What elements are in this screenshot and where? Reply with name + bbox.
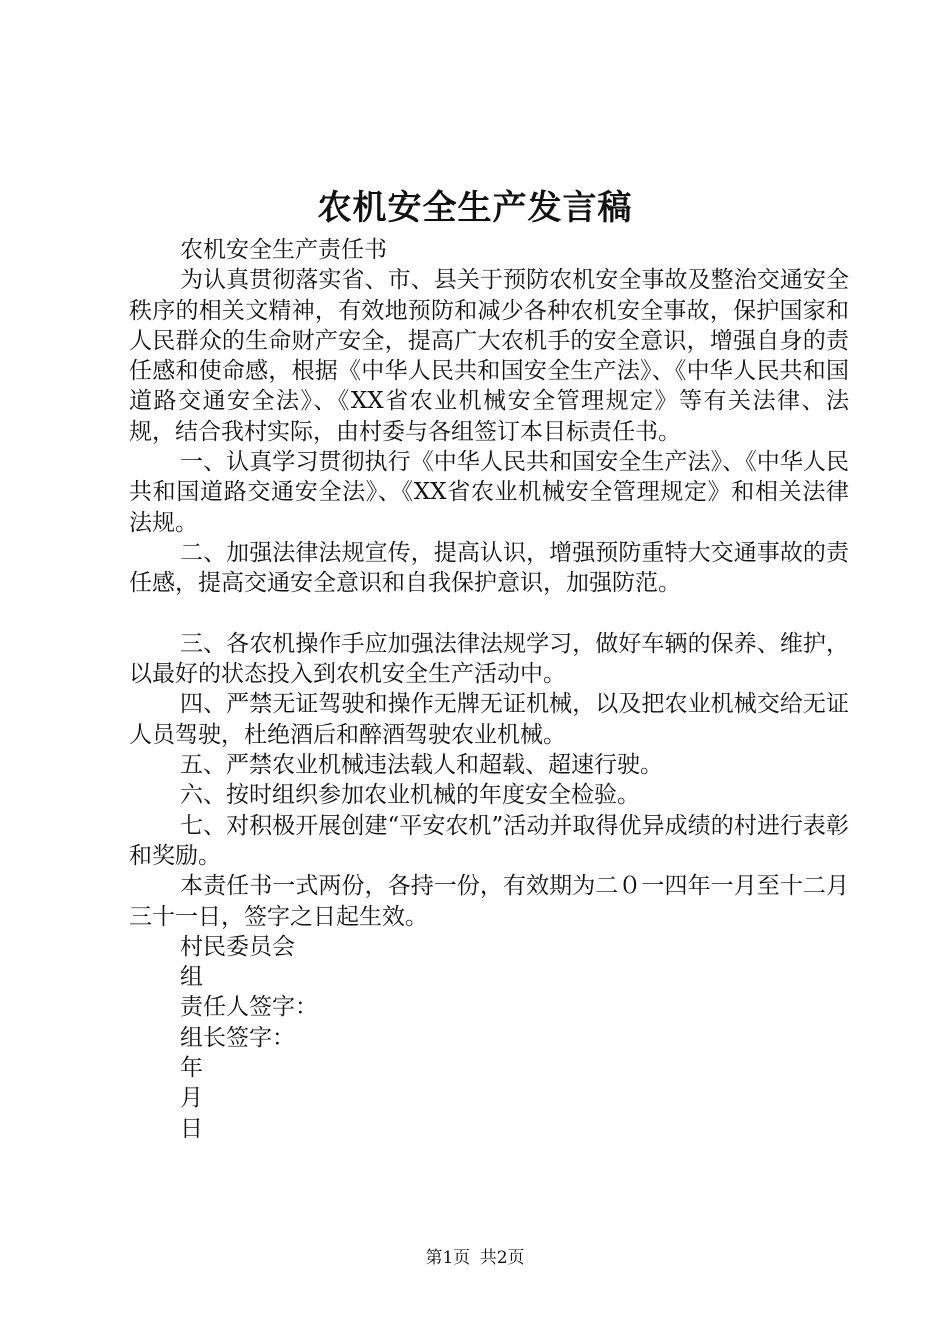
page-footer [0,1246,950,1270]
paragraph-item-7: 七、对积极开展创建“平安农机”活动并取得优异成绩的村进行表彰和奖励。 [129,812,849,869]
signature-responsible-person: 责任人签字： [180,994,318,1021]
paragraph-item-3: 三、各农机操作手应加强法律法规学习，做好车辆的保养、维护，以最好的状态投入到农机安全生产活动中。 [129,630,849,688]
signature-committee: 村民委员会 [180,933,295,960]
date-month: 月 [180,1085,203,1112]
page-total: 共2页 [479,1248,525,1268]
paragraph-blank [129,599,849,629]
paragraph-item-4: 四、严禁无证驾驶和操作无牌无证机械，以及把农业机械交给无证人员驾驶，杜绝酒后和醉酒驾驶农业机械。 [129,691,849,748]
date-year: 年 [180,1055,203,1082]
paragraph-intro: 为认真贯彻落实省、市、县关于预防农机安全事故及整治交通安全秩序的相关文精神，有效地预防和减少各种农机安全事故，保护国家和人民群众的生命财产安全，提高广大农机手的安全意识，增强自身的责任感和使命感，根据《中华人民共和国安全生产法》、《中华人民共和国道路交通安全法》、《XX省农业机械安全管理规定》等有关法律、法规，结合我村实际，由村委与各组签订本目标责任书。 [129,267,849,445]
paragraph-item-2: 二、加强法律法规宣传，提高认识，增强预防重特大交通事故的责任感，提高交通安全意识和自我保护意识，加强防范。 [129,539,849,597]
page-number: 第1页 [425,1248,471,1268]
paragraph-validity: 本责任书一式两份，各持一份，有效期为二０一四年一月至十二月三十一日，签字之日起生效。 [129,873,849,930]
document-title: 农机安全生产发言稿 [317,188,633,228]
paragraph-heading: 农机安全生产责任书 [180,237,387,263]
signature-group-leader: 组长签字： [180,1024,295,1051]
document-body [129,235,849,1144]
paragraph-item-6: 六、按时组织参加农业机械的年度安全检验。 [180,782,640,809]
paragraph-item-1: 一、认真学习贯彻执行《中华人民共和国安全生产法》、《中华人民共和国道路交通安全法》、《XX省农业机械安全管理规定》和相关法律法规。 [129,449,849,536]
signature-group: 组 [180,964,203,991]
paragraph-item-5: 五、严禁农业机械违法载人和超载、超速行驶。 [180,752,663,779]
date-day: 日 [180,1115,203,1142]
